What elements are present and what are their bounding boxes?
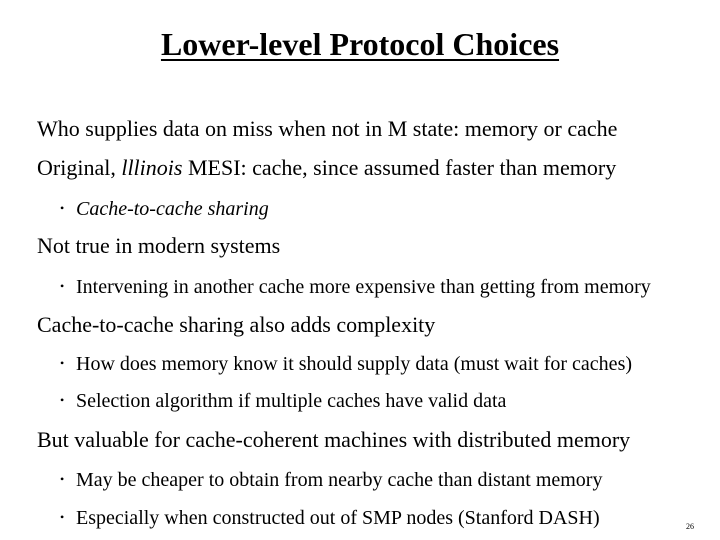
point-not-true-modern-systems [37,233,280,259]
point-adds-complexity [37,312,435,338]
page-number: 26 [686,522,694,531]
subpoint-text: Especially when constructed out of SMP nodes (Stanford DASH) [76,507,600,529]
subpoint-smp-nodes-dash [60,505,600,530]
point-memory-or-cache [37,116,617,142]
illinois-italic-text: lllinois [121,155,183,180]
point-original-illinois-mesi [37,155,616,181]
bullet-icon: • [60,393,65,407]
point-text: Cache-to-cache sharing also adds complexity [37,312,436,337]
subpoint-intervening-expensive [60,274,651,299]
bullet-icon: • [60,472,65,486]
subpoint-text: Cache-to-cache sharing [76,198,269,220]
point-valuable-distributed-memory [37,427,630,453]
subpoint-cache-to-cache-sharing [60,196,269,221]
subpoint-text: Intervening in another cache more expensive than getting from memory [76,276,651,298]
subpoint-memory-know-supply [60,351,632,376]
point-text: But valuable for cache-coherent machines with distributed memory [37,427,631,452]
point-text: Not true in modern systems [37,233,281,258]
subpoint-cheaper-nearby-cache [60,467,602,492]
point-text-suffix: MESI: cache, since assumed faster than memory [182,155,617,180]
bullet-icon: • [60,201,65,215]
subpoint-text: Selection algorithm if multiple caches have valid data [76,390,507,412]
bullet-icon: • [60,356,65,370]
slide-title [0,24,720,64]
point-text: Who supplies data on miss when not in M state: memory or cache [37,116,618,141]
bullet-icon: • [60,510,65,524]
point-text-prefix: Original, [37,155,122,180]
subpoint-text: May be cheaper to obtain from nearby cache than distant memory [76,469,603,491]
subpoint-text: How does memory know it should supply data (must wait for caches) [76,353,633,375]
subpoint-selection-algorithm [60,388,506,413]
bullet-icon: • [60,279,65,293]
slide-title-text: Lower-level Protocol Choices [160,26,560,62]
